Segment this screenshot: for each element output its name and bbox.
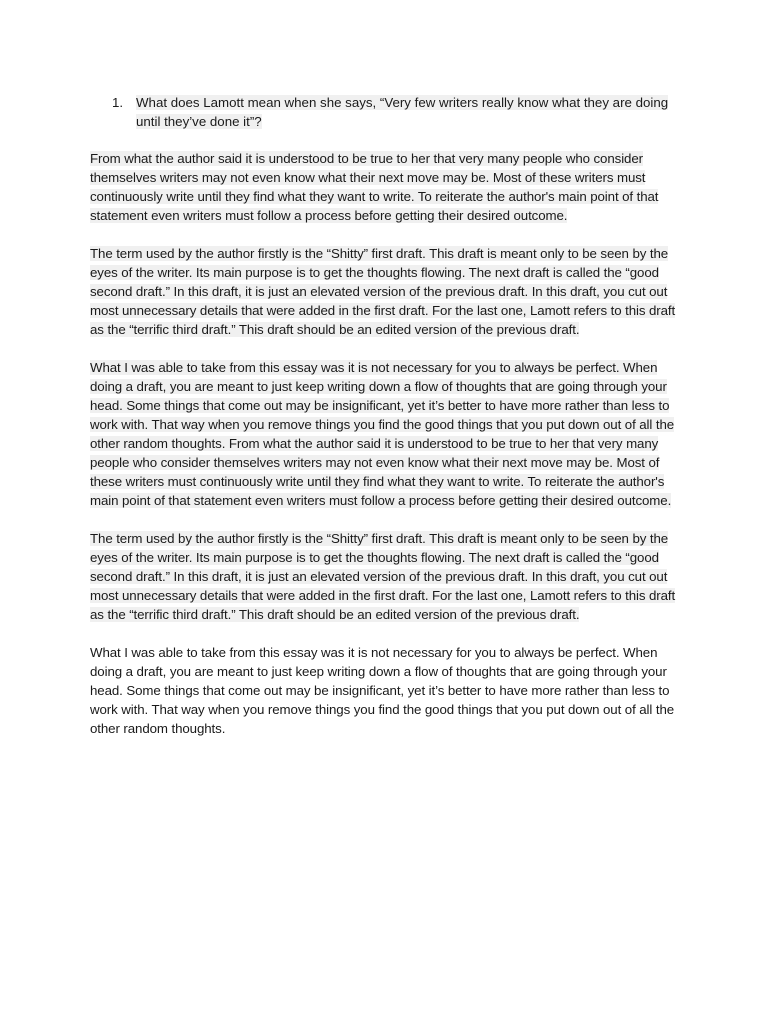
paragraph-5	[90, 643, 682, 738]
paragraph-2-text: The term used by the author firstly is the “Shitty” first draft. This draft is meant only to be seen by the eyes of the writer. Its main purpose is to get the thoughts flowing. The next draft is called the “good second draft.” In this draft, it is just an elevated version of the previous draft. In this draft, you cut out most unnecessary details that were added in the first draft. For the last one, Lamott refers to this draft as the “terrific third draft.” This draft should be an edited version of the previous draft.	[90, 246, 676, 337]
question-text-highlight: What does Lamott mean when she says, “Very few writers really know what they are doing until they’ve done it”?	[136, 95, 669, 129]
question-text	[136, 93, 682, 131]
paragraph-1	[90, 149, 682, 225]
paragraph-1-text: From what the author said it is understood to be true to her that very many people who consider themselves writers may not even know what their next move may be. Most of these writers must continuously write until they find what they want to write. To reiterate the author's main point of that statement even writers must follow a process before getting their desired outcome.	[90, 151, 659, 223]
paragraph-3-text: What I was able to take from this essay was it is not necessary for you to always be perfect. When doing a draft, you are meant to just keep writing down a flow of thoughts that are going through your head. Some things that come out may be insignificant, yet it’s better to have more rather than less to work with. That way when you remove things you find the good things that you put down out of all the other random thoughts. From what the author said it is understood to be true to her that very many people who consider themselves writers may not even know what their next move may be. Most of these writers must continuously write until they find what they want to write. To reiterate the author's main point of that statement even writers must follow a process before getting their desired outcome.	[90, 360, 675, 508]
paragraph-5-text: What I was able to take from this essay was it is not necessary for you to always be perfect. When doing a draft, you are meant to just keep writing down a flow of thoughts that are going through your head. Some things that come out may be insignificant, yet it’s better to have more rather than less to work with. That way when you remove things you find the good things that you put down out of all the other random thoughts.	[90, 645, 675, 736]
paragraph-3	[90, 358, 682, 510]
paragraph-4	[90, 529, 682, 624]
document-page	[90, 93, 682, 757]
question-number: 1.	[112, 95, 124, 110]
paragraph-4-text: The term used by the author firstly is the “Shitty” first draft. This draft is meant only to be seen by the eyes of the writer. Its main purpose is to get the thoughts flowing. The next draft is called the “good second draft.” In this draft, it is just an elevated version of the previous draft. In this draft, you cut out most unnecessary details that were added in the first draft. For the last one, Lamott refers to this draft as the “terrific third draft.” This draft should be an edited version of the previous draft.	[90, 531, 676, 622]
question-item	[112, 93, 682, 131]
paragraph-2	[90, 244, 682, 339]
